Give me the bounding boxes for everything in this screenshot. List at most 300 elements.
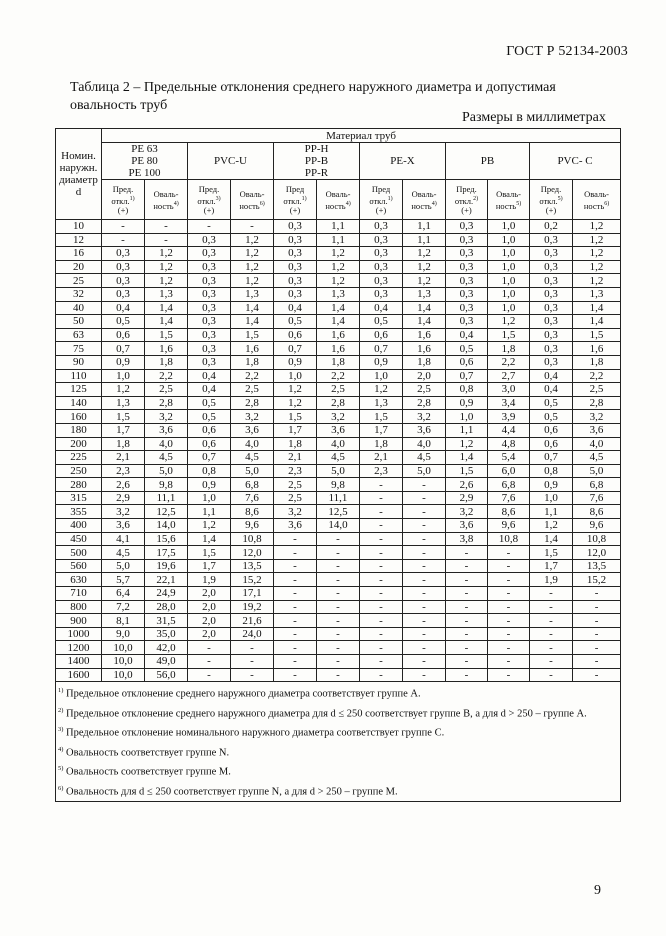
value-cell: 0,3 (446, 315, 488, 329)
value-cell: 10,8 (488, 532, 530, 546)
value-cell: - (360, 478, 403, 492)
value-cell: - (360, 532, 403, 546)
value-cell: 0,4 (102, 301, 145, 315)
subheader-line: (+) (375, 205, 387, 216)
diameter-cell: 32 (56, 287, 102, 301)
table-row (56, 546, 621, 560)
value-cell: 1,5 (274, 410, 317, 424)
diameter-header-line: диаметр (59, 174, 98, 186)
value-cell: 0,3 (446, 274, 488, 288)
value-cell: 1,7 (188, 559, 231, 573)
table-row (56, 260, 621, 274)
subheader-line (102, 194, 144, 206)
footnote-ref: 1) (129, 195, 135, 202)
diameter-cell: 25 (56, 274, 102, 288)
value-cell: 0,3 (446, 301, 488, 315)
value-cell: - (488, 546, 530, 560)
value-cell: 1,3 (360, 396, 403, 410)
value-cell: - (231, 641, 274, 655)
diameter-cell: 180 (56, 423, 102, 437)
value-cell: 0,3 (530, 355, 573, 369)
value-cell: 7,2 (102, 600, 145, 614)
value-cell: 1,1 (317, 233, 360, 247)
value-cell: 2,5 (231, 383, 274, 397)
diameter-cell: 12 (56, 233, 102, 247)
subheader-line: Пред (371, 183, 391, 194)
diameter-cell: 225 (56, 451, 102, 465)
value-cell: - (446, 587, 488, 601)
value-cell: 2,3 (360, 464, 403, 478)
table-row (56, 668, 621, 682)
value-cell: 3,2 (573, 410, 621, 424)
value-cell: 1,2 (573, 274, 621, 288)
value-cell: - (403, 546, 446, 560)
value-cell: 0,6 (274, 328, 317, 342)
deviation-header (530, 180, 573, 220)
value-cell: - (530, 655, 573, 669)
value-cell: 3,2 (446, 505, 488, 519)
value-cell: 0,3 (102, 287, 145, 301)
table-row (56, 247, 621, 261)
value-cell: 1,3 (145, 287, 188, 301)
value-cell: 3,6 (573, 423, 621, 437)
diameter-cell: 355 (56, 505, 102, 519)
value-cell: 8,6 (231, 505, 274, 519)
value-cell: 2,7 (488, 369, 530, 383)
material-pvcc-header (530, 143, 621, 180)
value-cell: - (403, 614, 446, 628)
diameter-cell: 800 (56, 600, 102, 614)
value-cell: 2,8 (317, 396, 360, 410)
value-cell: 3,6 (403, 423, 446, 437)
value-cell: 1,1 (188, 505, 231, 519)
value-cell: - (488, 573, 530, 587)
value-cell: 28,0 (145, 600, 188, 614)
value-cell: 0,5 (530, 410, 573, 424)
value-cell: - (403, 505, 446, 519)
value-cell: 2,0 (188, 600, 231, 614)
value-cell: - (274, 614, 317, 628)
value-cell: - (360, 505, 403, 519)
table-row (56, 491, 621, 505)
value-cell: 0,5 (446, 342, 488, 356)
value-cell: - (488, 614, 530, 628)
value-cell: 1,4 (573, 301, 621, 315)
value-cell: 35,0 (145, 627, 188, 641)
value-cell: 4,5 (317, 451, 360, 465)
subheader-line: Пред. (456, 183, 477, 194)
value-cell: 1,4 (145, 315, 188, 329)
value-cell: 0,3 (530, 274, 573, 288)
value-cell: - (360, 587, 403, 601)
value-cell: - (360, 655, 403, 669)
value-cell: 12,5 (145, 505, 188, 519)
value-cell: 1,6 (317, 342, 360, 356)
diameter-cell: 90 (56, 355, 102, 369)
value-cell: 1,4 (573, 315, 621, 329)
value-cell: - (488, 668, 530, 682)
value-cell: - (573, 600, 621, 614)
table-row (56, 383, 621, 397)
footnote-ref: 6) (604, 200, 610, 207)
material-pp-header (274, 143, 360, 180)
value-cell: 3,6 (145, 423, 188, 437)
table-row (56, 423, 621, 437)
subheader-line: Оваль- (584, 188, 609, 199)
value-cell: - (188, 668, 231, 682)
tolerance-table (55, 128, 621, 802)
standard-code: ГОСТ Р 52134-2003 (506, 44, 628, 59)
value-cell: 0,8 (446, 383, 488, 397)
value-cell: 2,9 (446, 491, 488, 505)
value-cell: 0,8 (530, 464, 573, 478)
value-cell: - (317, 655, 360, 669)
ovality-header (317, 180, 360, 220)
table-row (56, 220, 621, 234)
value-cell: - (403, 641, 446, 655)
value-cell: 1,2 (403, 274, 446, 288)
table-row (56, 451, 621, 465)
value-cell: 2,0 (403, 369, 446, 383)
value-cell: 0,3 (360, 287, 403, 301)
value-cell: 0,6 (446, 355, 488, 369)
value-cell: - (274, 627, 317, 641)
value-cell: 1,2 (274, 383, 317, 397)
table-row (56, 328, 621, 342)
footnote-text: Овальность для d ≤ 250 соответствует группе N, а для d > 250 – группе М. (66, 786, 398, 798)
value-cell: 0,9 (446, 396, 488, 410)
diameter-header-line: наружн. (59, 162, 98, 174)
diameter-cell: 1200 (56, 641, 102, 655)
value-cell: - (317, 668, 360, 682)
material-name-line: PE 80 (131, 155, 158, 167)
value-cell: 4,0 (145, 437, 188, 451)
value-cell: 15,2 (573, 573, 621, 587)
value-cell: 4,4 (488, 423, 530, 437)
ovality-header (403, 180, 446, 220)
value-cell: 9,6 (488, 519, 530, 533)
value-cell: 1,5 (446, 464, 488, 478)
value-cell: 8,1 (102, 614, 145, 628)
value-cell: 0,9 (274, 355, 317, 369)
diameter-cell: 75 (56, 342, 102, 356)
footnote-ref: 3) (215, 195, 221, 202)
value-cell: - (573, 627, 621, 641)
units-caption: Размеры в миллиметрах (462, 110, 606, 125)
table-row (56, 342, 621, 356)
value-cell: - (446, 655, 488, 669)
value-cell: 3,8 (446, 532, 488, 546)
value-cell: - (188, 220, 231, 234)
value-cell: 14,0 (317, 519, 360, 533)
value-cell: 0,3 (530, 315, 573, 329)
value-cell: 1,4 (145, 301, 188, 315)
value-cell: 0,5 (274, 315, 317, 329)
value-cell: - (488, 641, 530, 655)
value-cell: - (488, 587, 530, 601)
value-cell: 1,0 (488, 233, 530, 247)
subheader-text: откл. (111, 195, 130, 206)
subheader-line: Оваль- (411, 188, 437, 199)
value-cell: - (231, 668, 274, 682)
value-cell: 24,9 (145, 587, 188, 601)
value-cell: 4,0 (317, 437, 360, 451)
value-cell: - (145, 233, 188, 247)
diameter-cell: 140 (56, 396, 102, 410)
value-cell: 2,5 (403, 383, 446, 397)
footnote-ref: 1) (387, 195, 393, 202)
diameter-cell: 315 (56, 491, 102, 505)
value-cell: 2,6 (102, 478, 145, 492)
value-cell: 2,1 (102, 451, 145, 465)
value-cell: - (446, 668, 488, 682)
value-cell: 12,0 (573, 546, 621, 560)
value-cell: 2,8 (231, 396, 274, 410)
value-cell: 2,2 (231, 369, 274, 383)
value-cell: 3,2 (317, 410, 360, 424)
value-cell: 0,6 (530, 437, 573, 451)
value-cell: 1,3 (317, 287, 360, 301)
value-cell: 4,5 (231, 451, 274, 465)
footnote (58, 743, 616, 760)
footnote-mark: 1) (58, 687, 64, 695)
value-cell: 0,3 (530, 301, 573, 315)
value-cell: - (317, 627, 360, 641)
value-cell: 2,0 (188, 587, 231, 601)
value-cell: 1,2 (274, 396, 317, 410)
value-cell: 7,6 (488, 491, 530, 505)
diameter-cell: 16 (56, 247, 102, 261)
value-cell: 1,2 (188, 519, 231, 533)
value-cell: 1,8 (274, 437, 317, 451)
value-cell: 3,0 (488, 383, 530, 397)
diameter-cell: 63 (56, 328, 102, 342)
value-cell: 1,8 (145, 355, 188, 369)
footnote (58, 782, 616, 799)
value-cell: 1,5 (102, 410, 145, 424)
value-cell: 1,5 (360, 410, 403, 424)
diameter-cell: 200 (56, 437, 102, 451)
table-row (56, 655, 621, 669)
value-cell: 11,1 (145, 491, 188, 505)
value-cell: 3,2 (403, 410, 446, 424)
value-cell: - (274, 532, 317, 546)
value-cell: 0,3 (188, 342, 231, 356)
diameter-cell: 50 (56, 315, 102, 329)
value-cell: 0,3 (188, 287, 231, 301)
table-title: Таблица 2 – Предельные отклонения среднего наружного диаметра и допустимая овальность труб (70, 80, 556, 113)
value-cell: - (488, 600, 530, 614)
material-name-line: PB (480, 155, 495, 167)
value-cell: 1,6 (403, 328, 446, 342)
value-cell: 2,1 (274, 451, 317, 465)
value-cell: 0,4 (360, 301, 403, 315)
value-cell: 5,0 (573, 464, 621, 478)
value-cell: 0,2 (530, 220, 573, 234)
value-cell: 3,2 (231, 410, 274, 424)
value-cell: 1,2 (573, 247, 621, 261)
value-cell: 0,6 (188, 423, 231, 437)
value-cell: - (274, 600, 317, 614)
subheader-line: (+) (461, 205, 472, 216)
value-cell: 0,3 (188, 301, 231, 315)
material-name-line: PVC- C (557, 155, 593, 167)
value-cell: 0,3 (188, 355, 231, 369)
value-cell: 3,6 (102, 519, 145, 533)
value-cell: - (274, 655, 317, 669)
table-row (56, 233, 621, 247)
value-cell: 2,2 (145, 369, 188, 383)
value-cell: 4,8 (488, 437, 530, 451)
subheader-line (317, 199, 359, 211)
value-cell: 1,1 (317, 220, 360, 234)
value-cell: - (530, 627, 573, 641)
value-cell: 0,3 (530, 247, 573, 261)
value-cell: 4,5 (573, 451, 621, 465)
value-cell: 1,2 (317, 260, 360, 274)
value-cell: 0,3 (530, 233, 573, 247)
value-cell: 1,3 (403, 287, 446, 301)
diameter-cell: 280 (56, 478, 102, 492)
subheader-text: ность (325, 200, 346, 211)
value-cell: - (360, 668, 403, 682)
value-cell: 0,4 (188, 383, 231, 397)
value-cell: 10,8 (231, 532, 274, 546)
value-cell: 1,4 (403, 315, 446, 329)
subheader-line (360, 194, 402, 206)
footnote-mark: 2) (58, 706, 64, 714)
table-row (56, 627, 621, 641)
diameter-cell: 630 (56, 573, 102, 587)
value-cell: 1,0 (488, 220, 530, 234)
value-cell: 2,0 (188, 614, 231, 628)
value-cell: 1,6 (231, 342, 274, 356)
value-cell: 2,2 (317, 369, 360, 383)
table-row (56, 519, 621, 533)
value-cell: 4,5 (102, 546, 145, 560)
value-cell: 1,5 (530, 546, 573, 560)
footnote-ref: 5) (557, 195, 563, 202)
value-cell: 3,4 (488, 396, 530, 410)
value-cell: 0,3 (360, 247, 403, 261)
value-cell: - (446, 614, 488, 628)
value-cell: - (446, 546, 488, 560)
subheader-line: Оваль- (153, 188, 179, 199)
value-cell: 4,0 (573, 437, 621, 451)
value-cell: 9,0 (102, 627, 145, 641)
value-cell: 1,2 (403, 247, 446, 261)
value-cell: 0,3 (446, 233, 488, 247)
subheader-text: откл. (197, 195, 216, 206)
value-cell: 3,6 (274, 519, 317, 533)
value-cell: - (403, 559, 446, 573)
value-cell: 7,6 (573, 491, 621, 505)
value-cell: 1,7 (274, 423, 317, 437)
value-cell: - (573, 641, 621, 655)
value-cell: 2,5 (145, 383, 188, 397)
footnote-ref: 4) (345, 200, 351, 207)
value-cell: 1,0 (488, 247, 530, 261)
value-cell: 1,2 (317, 274, 360, 288)
value-cell: - (403, 532, 446, 546)
value-cell: - (530, 587, 573, 601)
value-cell: 0,6 (102, 328, 145, 342)
value-cell: - (274, 587, 317, 601)
value-cell: - (360, 559, 403, 573)
diameter-cell: 500 (56, 546, 102, 560)
value-cell: 4,0 (403, 437, 446, 451)
value-cell: 1,4 (446, 451, 488, 465)
value-cell: 0,4 (188, 369, 231, 383)
value-cell: 1,4 (231, 301, 274, 315)
value-cell: 10,0 (102, 655, 145, 669)
value-cell: 6,0 (488, 464, 530, 478)
diameter-cell: 560 (56, 559, 102, 573)
value-cell: 6,8 (231, 478, 274, 492)
diameter-cell: 1400 (56, 655, 102, 669)
material-pvcu-header (188, 143, 274, 180)
value-cell: - (360, 573, 403, 587)
value-cell: 0,3 (446, 220, 488, 234)
table-row (56, 301, 621, 315)
value-cell: 0,5 (360, 315, 403, 329)
value-cell: 1,2 (231, 247, 274, 261)
value-cell: 3,9 (488, 410, 530, 424)
value-cell: 1,8 (573, 355, 621, 369)
value-cell: - (317, 641, 360, 655)
value-cell: 0,7 (102, 342, 145, 356)
value-cell: - (317, 573, 360, 587)
value-cell: - (188, 641, 231, 655)
footnote (58, 723, 616, 740)
value-cell: - (530, 600, 573, 614)
value-cell: 1,8 (317, 355, 360, 369)
deviation-header (188, 180, 231, 220)
value-cell: 11,1 (317, 491, 360, 505)
ovality-header (145, 180, 188, 220)
value-cell: 1,2 (102, 383, 145, 397)
value-cell: - (403, 519, 446, 533)
subheader-line: Пред (285, 183, 305, 194)
subheader-line (446, 194, 487, 206)
value-cell: 8,6 (488, 505, 530, 519)
value-cell: 1,4 (231, 315, 274, 329)
value-cell: 0,3 (274, 274, 317, 288)
value-cell: 10,8 (573, 532, 621, 546)
subheader-line (274, 194, 316, 206)
value-cell: - (488, 655, 530, 669)
value-cell: - (446, 573, 488, 587)
value-cell: 1,6 (145, 342, 188, 356)
value-cell: 0,4 (530, 369, 573, 383)
value-cell: 2,8 (145, 396, 188, 410)
value-cell: 5,0 (145, 464, 188, 478)
table-row (56, 600, 621, 614)
value-cell: - (360, 627, 403, 641)
value-cell: 1,0 (488, 260, 530, 274)
value-cell: 0,9 (102, 355, 145, 369)
value-cell: 2,0 (188, 627, 231, 641)
footnote-ref: 1) (301, 195, 307, 202)
subheader-line: (+) (117, 205, 129, 216)
value-cell: 3,6 (231, 423, 274, 437)
table-row (56, 573, 621, 587)
value-cell: 1,4 (317, 301, 360, 315)
value-cell: 2,5 (573, 383, 621, 397)
value-cell: - (403, 600, 446, 614)
diameter-cell: 450 (56, 532, 102, 546)
page-number: 9 (594, 883, 601, 898)
